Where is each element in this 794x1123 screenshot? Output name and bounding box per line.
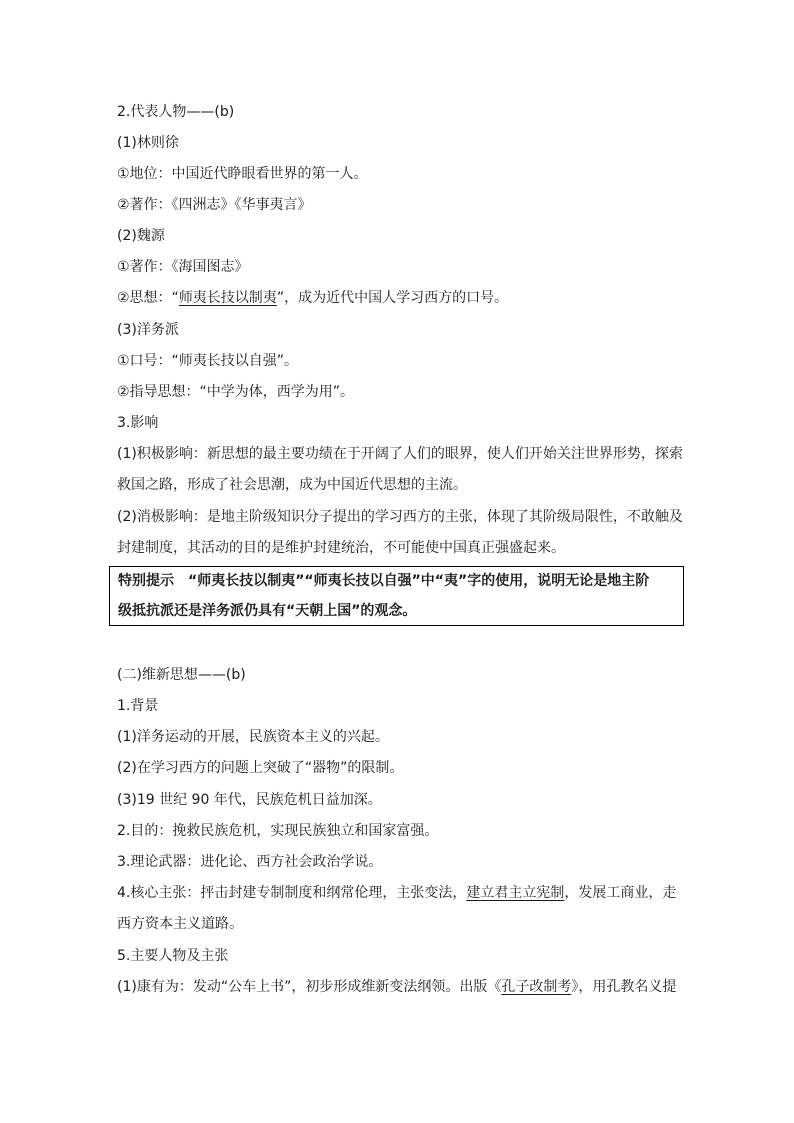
special-tip-box: [109, 566, 684, 626]
positive-influence-line-2: 救国之路，形成了社会思潮，成为中国近代思想的主流。: [117, 477, 467, 493]
core-proposal-line-1: [117, 883, 676, 903]
wei-yuan-title: (2)魏源: [117, 228, 165, 244]
heading-representative-figures: 2.代表人物——(b): [117, 104, 235, 120]
wei-yuan-thought-key-phrase: 师夷长技以制夷: [178, 290, 277, 306]
kang-youwei-suffix: 》，用孔教名义提: [571, 979, 677, 995]
wei-yuan-thought-prefix: ②思想：“: [117, 290, 179, 306]
wei-yuan-thought: [117, 288, 508, 308]
core-proposal-line-2: 西方资本主义道路。: [117, 916, 243, 932]
negative-influence-line-1: (2)消极影响：是地主阶级知识分子提出的学习西方的主张，体现了其阶级局限性，不敢触及: [117, 509, 683, 525]
heading-reform-thought: (二)维新思想——(b): [117, 667, 246, 683]
yangwu-guiding-thought: ②指导思想：“中学为体，西学为用”。: [117, 384, 355, 400]
heading-main-figures: 5.主要人物及主张: [117, 948, 229, 964]
kang-youwei-prefix: (1)康有为：发动“公车上书”，初步形成维新变法纲领。出版《: [117, 979, 502, 995]
positive-influence-line-1: (1)积极影响：新思想的最主要功绩在于开阔了人们的眼界，使人们开始关注世界形势，探索: [117, 446, 683, 462]
wei-yuan-thought-suffix: ”，成为近代中国人学习西方的口号。: [276, 290, 509, 306]
special-tip-line-2: 级抵抗派还是洋务派仍具有“天朝上国”的观念。: [118, 603, 417, 619]
lin-zexu-title: (1)林则徐: [117, 135, 179, 151]
negative-influence-line-2: 封建制度，其活动的目的是维护封建统治，不可能使中国真正强盛起来。: [117, 540, 565, 556]
core-proposal-key-phrase: 建立君主立宪制: [466, 885, 565, 901]
heading-background: 1.背景: [117, 698, 159, 714]
core-proposal-prefix: 4.核心主张：抨击封建专制制度和纲常伦理，主张变法，: [117, 885, 467, 901]
lin-zexu-works: ②著作：《四洲志》《华事夷言》: [117, 197, 312, 213]
lin-zexu-status: ①地位：中国近代睁眼看世界的第一人。: [117, 166, 368, 182]
background-item-3: (3)19 世纪 90 年代，民族危机日益加深。: [117, 792, 382, 808]
special-tip-line-1: 特别提示 “师夷长技以制夷”“师夷长技以自强”中“夷”字的使用，说明无论是地主阶: [118, 573, 650, 589]
goal-line: 2.目的：挽救民族危机，实现民族独立和国家富强。: [117, 823, 439, 839]
kang-youwei-book-title: 孔子改制考: [501, 979, 572, 995]
yangwu-slogan: ①口号：“师夷长技以自强”。: [117, 353, 299, 369]
background-item-1: (1)洋务运动的开展，民族资本主义的兴起。: [117, 729, 389, 745]
theoretical-weapon-line: 3.理论武器：进化论、西方社会政治学说。: [117, 854, 383, 870]
heading-influence: 3.影响: [117, 415, 159, 431]
kang-youwei-line: [117, 977, 676, 997]
background-item-2: (2)在学习西方的问题上突破了“器物”的限制。: [117, 760, 404, 776]
yangwu-title: (3)洋务派: [117, 322, 179, 338]
core-proposal-suffix: ，发展工商业，走: [564, 885, 677, 901]
wei-yuan-works: ①著作：《海国图志》: [117, 259, 249, 275]
